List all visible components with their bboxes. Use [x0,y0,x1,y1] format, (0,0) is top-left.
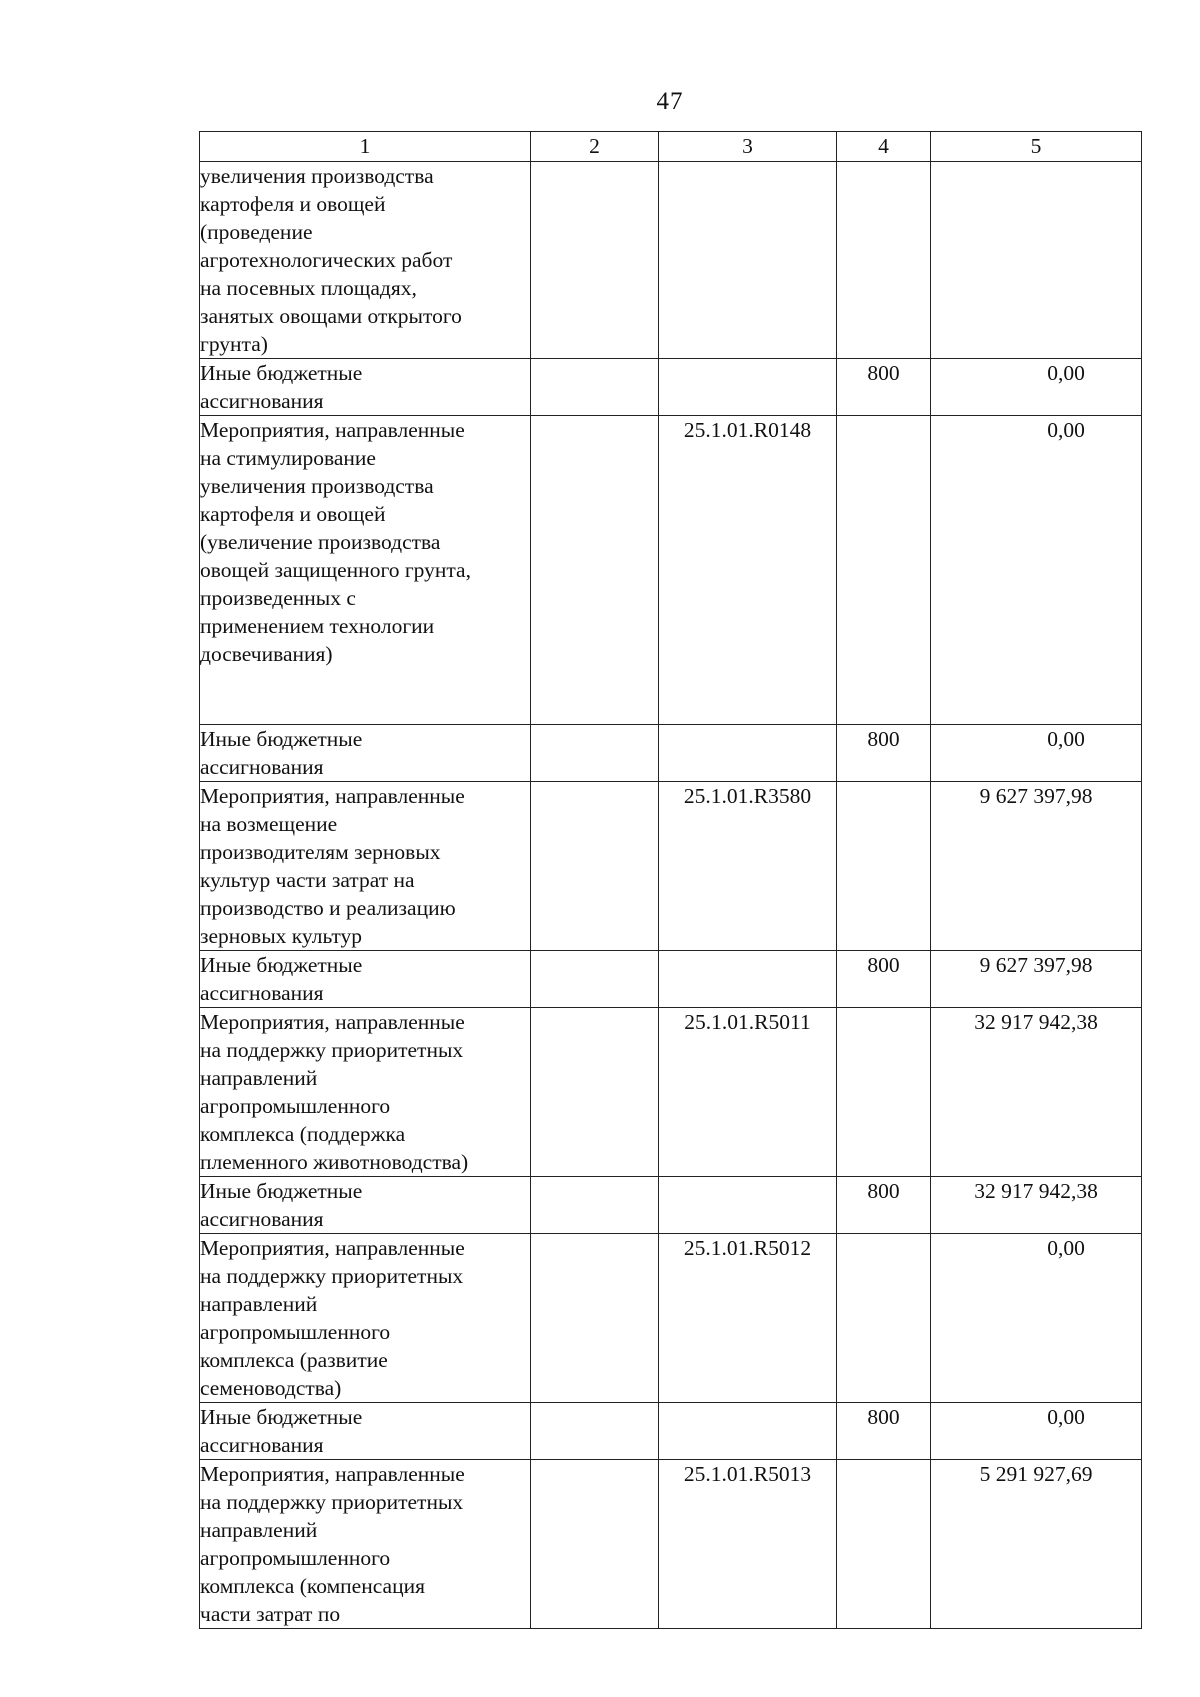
budget-table [199,131,1142,1629]
row-name-cell [200,725,531,782]
row-col2-cell [531,725,659,782]
name-line: на поддержку приоритетных [200,1038,464,1062]
name-line: Мероприятия, направленные [200,1462,465,1486]
name-line: Иные бюджетные [200,953,363,977]
row-sum-cell: 0,00 [931,725,1142,782]
name-line: культур части затрат на [200,868,415,892]
name-line: Иные бюджетные [200,1405,363,1429]
row-kvr-cell [837,416,931,725]
header-col-1: 1 [200,132,531,162]
name-line: направлений [200,1066,318,1090]
row-col2-cell [531,162,659,359]
name-line: агропромышленного [200,1094,391,1118]
name-line: агропромышленного [200,1546,391,1570]
row-col2-cell [531,951,659,1008]
row-kvr-cell: 800 [837,1177,931,1234]
row-code-cell [659,725,837,782]
row-name-cell [200,782,531,951]
row-kvr-cell: 800 [837,725,931,782]
table-row [200,1403,1142,1460]
row-code-cell [659,359,837,416]
table-row [200,1008,1142,1177]
name-line: на поддержку приоритетных [200,1264,464,1288]
table-row [200,1177,1142,1234]
row-name-cell [200,416,531,725]
row-kvr-cell [837,1234,931,1403]
name-line: производителям зерновых [200,840,441,864]
header-col-5: 5 [931,132,1142,162]
name-line: на посевных площадях, [200,276,417,300]
row-code-cell: 25.1.01.R3580 [659,782,837,951]
row-col2-cell [531,782,659,951]
row-sum-cell [931,162,1142,359]
name-line: овощей защищенного грунта, [200,558,471,582]
row-code-cell [659,162,837,359]
name-line: направлений [200,1292,318,1316]
row-sum-cell: 0,00 [931,1403,1142,1460]
name-line: Иные бюджетные [200,1179,363,1203]
row-kvr-cell: 800 [837,951,931,1008]
row-name-cell [200,359,531,416]
row-name-cell [200,1460,531,1629]
name-line: применением технологии [200,614,435,638]
name-line: картофеля и овощей [200,192,386,216]
table-row [200,359,1142,416]
row-sum-cell: 0,00 [931,1234,1142,1403]
row-col2-cell [531,359,659,416]
row-col2-cell [531,1234,659,1403]
row-name-cell [200,1403,531,1460]
row-col2-cell [531,1008,659,1177]
row-kvr-cell [837,1460,931,1629]
row-kvr-cell: 800 [837,1403,931,1460]
name-line: на поддержку приоритетных [200,1490,464,1514]
row-sum-cell: 9 627 397,98 [931,951,1142,1008]
table-row [200,1234,1142,1403]
name-line: занятых овощами открытого [200,304,462,328]
row-kvr-cell [837,162,931,359]
name-line: ассигнования [200,981,324,1005]
table-body [200,162,1142,1629]
name-line: ассигнования [200,755,324,779]
page-number: 47 [656,88,684,115]
name-line: Мероприятия, направленные [200,1236,465,1260]
name-line: производство и реализацию [200,896,456,920]
table-row [200,1460,1142,1629]
name-line: картофеля и овощей [200,502,386,526]
table-header-row [200,132,1142,162]
row-name-cell [200,1008,531,1177]
row-code-cell: 25.1.01.R5012 [659,1234,837,1403]
table-row [200,782,1142,951]
row-sum-cell: 32 917 942,38 [931,1177,1142,1234]
header-col-3: 3 [659,132,837,162]
row-code-cell: 25.1.01.R5011 [659,1008,837,1177]
name-line: увеличения производства [200,164,434,188]
row-sum-cell: 5 291 927,69 [931,1460,1142,1629]
header-col-4: 4 [837,132,931,162]
row-col2-cell [531,416,659,725]
name-line: на стимулирование [200,446,376,470]
name-line: ассигнования [200,1433,324,1457]
name-line: Мероприятия, направленные [200,1010,465,1034]
name-line: агротехнологических работ [200,248,453,272]
name-line: комплекса (компенсация [200,1574,425,1598]
name-line: ассигнования [200,389,324,413]
row-sum-cell: 32 917 942,38 [931,1008,1142,1177]
row-col2-cell [531,1460,659,1629]
table-row [200,162,1142,359]
row-code-cell [659,951,837,1008]
row-kvr-cell [837,1008,931,1177]
name-line: Мероприятия, направленные [200,784,465,808]
row-col2-cell [531,1177,659,1234]
name-line: увеличения производства [200,474,434,498]
name-line: зерновых культур [200,924,363,948]
row-kvr-cell [837,782,931,951]
name-line: части затрат по [200,1602,341,1626]
row-name-cell [200,951,531,1008]
row-sum-cell: 0,00 [931,359,1142,416]
name-line: Иные бюджетные [200,727,363,751]
name-line: Мероприятия, направленные [200,418,465,442]
row-name-cell [200,162,531,359]
name-line: комплекса (развитие [200,1348,388,1372]
name-line: на возмещение [200,812,338,836]
row-code-cell [659,1177,837,1234]
name-line: племенного животноводства) [200,1150,469,1174]
table-row [200,416,1142,725]
name-line: ассигнования [200,1207,324,1231]
name-line: направлений [200,1518,318,1542]
name-line: агропромышленного [200,1320,391,1344]
name-line: семеноводства) [200,1376,342,1400]
row-name-cell [200,1234,531,1403]
name-line: комплекса (поддержка [200,1122,406,1146]
header-col-2: 2 [531,132,659,162]
name-line: досвечивания) [200,642,333,666]
name-line: (проведение [200,220,313,244]
name-line: грунта) [200,332,268,356]
row-code-cell [659,1403,837,1460]
row-sum-cell: 9 627 397,98 [931,782,1142,951]
row-sum-cell: 0,00 [931,416,1142,725]
row-code-cell: 25.1.01.R0148 [659,416,837,725]
row-name-cell [200,1177,531,1234]
name-line: Иные бюджетные [200,361,363,385]
row-code-cell: 25.1.01.R5013 [659,1460,837,1629]
table-row [200,725,1142,782]
row-kvr-cell: 800 [837,359,931,416]
row-col2-cell [531,1403,659,1460]
name-line: произведенных с [200,586,356,610]
name-line: (увеличение производства [200,530,441,554]
table-row [200,951,1142,1008]
